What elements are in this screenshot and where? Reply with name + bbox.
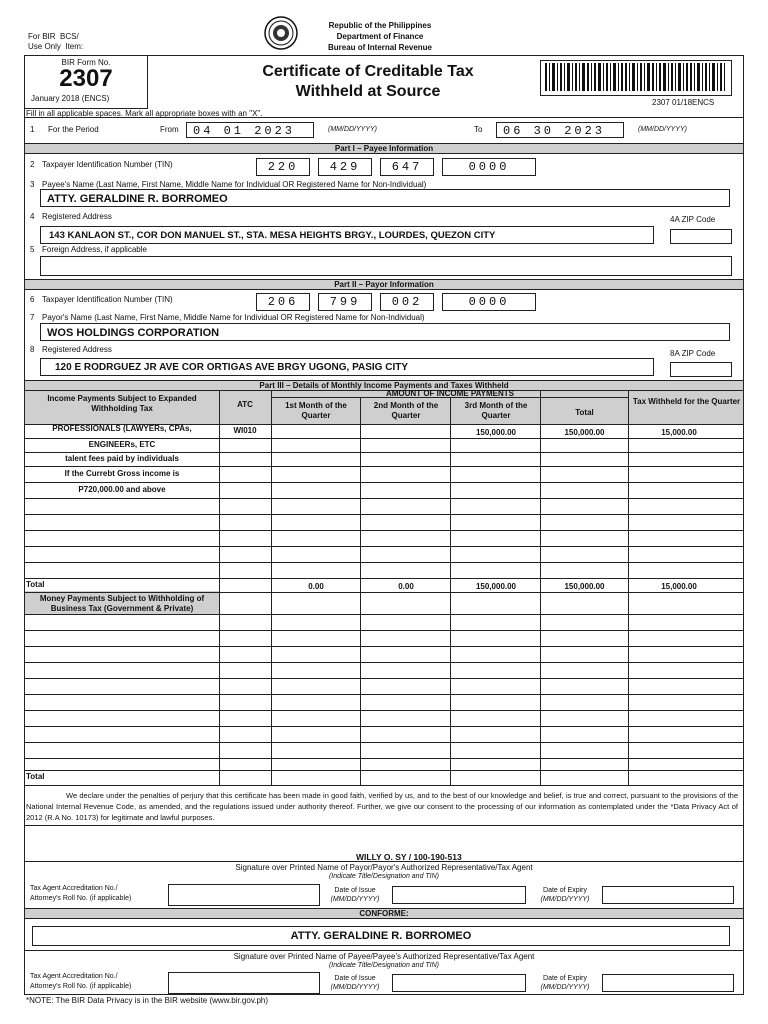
row-line: [24, 726, 744, 727]
payor-issue-date-field[interactable]: [392, 886, 526, 904]
payor-accreditation-field[interactable]: [168, 884, 320, 906]
for-bir-use-only: [28, 32, 83, 52]
row-line: [24, 742, 744, 743]
conforme-header: CONFORME:: [24, 908, 744, 919]
total-month2: 0.00: [398, 582, 414, 591]
barcode: [540, 60, 732, 96]
conforme-name-field[interactable]: ATTY. GERALDINE R. BORROMEO: [32, 926, 730, 946]
period-label: For the Period: [48, 125, 99, 134]
payee-zip-label: 4A ZIP Code: [670, 215, 716, 224]
from-date-format: (MM/DD/YYYY): [328, 126, 377, 133]
row-line: [24, 592, 744, 593]
payor-accreditation-label: [30, 884, 131, 904]
payee-name-field[interactable]: ATTY. GERALDINE R. BORROMEO: [40, 189, 730, 207]
total-tax: 15,000.00: [661, 582, 697, 591]
signature-line: [24, 950, 744, 951]
row-1-month3: 150,000.00: [475, 428, 517, 437]
payor-accred-line-2: Attorney's Roll No. (if applicable): [30, 895, 132, 902]
payee-address-number: 4: [30, 212, 35, 221]
conforme-expiry-text: Date of Expiry: [543, 975, 587, 982]
form-title: [196, 62, 540, 102]
total-2-label: Total: [26, 772, 45, 781]
col-header-month2: 2nd Month of the Quarter: [373, 401, 439, 420]
form-number-box: [24, 55, 148, 109]
payee-name-label: Payee's Name (Last Name, First Name, Middle Name for Individual OR Registered Name for Non-Individual): [42, 180, 427, 189]
conforme-issue-text: Date of Issue: [334, 975, 376, 982]
row-line: [24, 498, 744, 499]
bir-seal-logo: [264, 16, 298, 50]
payor-signature-caption: Signature over Printed Name of Payor/Payor's Authorized Representative/Tax Agent: [235, 863, 533, 872]
payor-tin-part-3[interactable]: 002: [380, 293, 434, 311]
payor-accred-line-1: Tax Agent Accreditation No./: [30, 885, 118, 892]
payor-signature-caption-2: (Indicate Title/Designation and TIN): [328, 873, 440, 880]
agency-header: [310, 20, 450, 53]
payee-foreign-address-field[interactable]: [40, 256, 732, 276]
republic-text: Republic of the Philippines: [328, 21, 432, 30]
row-line: [24, 530, 744, 531]
to-date-format: (MM/DD/YYYY): [638, 126, 687, 133]
row-1-total: 150,000.00: [564, 428, 605, 437]
bcs-label: BCS/: [60, 32, 79, 41]
total-total: 150,000.00: [564, 582, 605, 591]
row-line: [24, 482, 744, 483]
payee-tin-part-1[interactable]: 220: [256, 158, 310, 176]
row-line: [24, 514, 744, 515]
conforme-accred-line-2: Attorney's Roll No. (if applicable): [30, 983, 132, 990]
payee-tin-part-4[interactable]: 0000: [442, 158, 536, 176]
conforme-expiry-date-field[interactable]: [602, 974, 734, 992]
payee-address-field[interactable]: 143 KANLAON ST., COR DON MANUEL ST., STA. MESA HEIGHTS BRGY., LOURDES, QUEZON CITY: [40, 226, 654, 244]
conforme-accred-line-1: Tax Agent Accreditation No./: [30, 973, 118, 980]
col-header-income: Income Payments Subject to Expanded Withholding Tax: [47, 394, 197, 413]
conforme-signature-caption: Signature over Printed Name of Payee/Payee's Authorized Representative/Tax Agent: [233, 952, 535, 961]
payor-zip-label: 8A ZIP Code: [670, 349, 716, 358]
payee-tin-part-3[interactable]: 647: [380, 158, 434, 176]
col-header-atc: ATC: [237, 400, 253, 409]
col-header-total: Total: [575, 408, 594, 417]
payor-address-label: Registered Address: [42, 345, 112, 354]
row-line: [24, 452, 744, 453]
row-line: [24, 694, 744, 695]
payor-expiry-format: (MM/DD/YYYY): [540, 896, 590, 903]
payee-tin-part-2[interactable]: 429: [318, 158, 372, 176]
row-2-description: ENGINEERs, ETC: [88, 440, 156, 449]
payor-tin-part-4[interactable]: 0000: [442, 293, 536, 311]
barcode-code: 2307 01/18ENCS: [652, 98, 715, 107]
payor-name-field[interactable]: WOS HOLDINGS CORPORATION: [40, 323, 730, 341]
privacy-note: *NOTE: The BIR Data Privacy is in the BIR website (www.bir.gov.ph): [26, 996, 269, 1005]
payor-tin-part-1[interactable]: 206: [256, 293, 310, 311]
payor-address-number: 8: [30, 345, 35, 354]
row-line: [24, 578, 744, 579]
row-1-description: PROFESSIONALS (LAWYERs, CPAs,: [52, 424, 192, 433]
payor-issue-label: [320, 886, 390, 904]
row-line: [24, 758, 744, 759]
col-header-month3: 3rd Month of the Quarter: [464, 401, 528, 420]
total-label: Total: [26, 580, 45, 589]
conforme-expiry-format: (MM/DD/YYYY): [540, 984, 590, 991]
payor-expiry-label: [530, 886, 600, 904]
payor-signature-name: WILLY O. SY / 100-190-513: [356, 852, 462, 862]
use-only-label: Use Only: [28, 42, 61, 51]
row-1-atc: WI010: [233, 426, 257, 435]
row-line: [24, 614, 744, 615]
title-line-1: Certificate of Creditable Tax: [262, 63, 474, 80]
from-label: From: [160, 125, 179, 134]
from-date-field[interactable]: 04 01 2023: [186, 122, 314, 138]
row-line: [24, 438, 744, 439]
row-line: [24, 710, 744, 711]
col-header-amount: AMOUNT OF INCOME PAYMENTS: [385, 389, 514, 398]
payor-expiry-date-field[interactable]: [602, 886, 734, 904]
instructions: Fill in all applicable spaces. Mark all appropriate boxes with an "X".: [26, 109, 263, 118]
payor-tin-part-2[interactable]: 799: [318, 293, 372, 311]
payor-name-number: 7: [30, 313, 35, 322]
payee-zip-field[interactable]: [670, 229, 732, 244]
col-header-tax: Tax Withheld for the Quarter: [632, 397, 741, 406]
conforme-issue-label: [320, 974, 390, 992]
conforme-issue-format: (MM/DD/YYYY): [330, 984, 380, 991]
row-5-description: P720,000.00 and above: [78, 485, 166, 494]
total-month1: 0.00: [308, 582, 324, 591]
payor-expiry-text: Date of Expiry: [543, 887, 587, 894]
conforme-accreditation-field[interactable]: [168, 972, 320, 994]
payee-address-label: Registered Address: [42, 212, 112, 221]
row-line: [24, 630, 744, 631]
part3-header: Part III – Details of Monthly Income Payments and Taxes Withheld: [24, 380, 744, 391]
payee-name-number: 3: [30, 180, 35, 189]
money-payments-label: Money Payments Subject to Withholding of Business Tax (Government & Private): [39, 594, 205, 613]
payor-tin-label: Taxpayer Identification Number (TIN): [42, 295, 173, 304]
row-line: [24, 562, 744, 563]
payee-foreign-label: Foreign Address, if applicable: [42, 245, 147, 254]
form-no-label: BIR Form No.: [61, 58, 111, 67]
row-line: [24, 678, 744, 679]
row-line: [24, 646, 744, 647]
to-label: To: [474, 125, 483, 134]
item-label: Item:: [65, 42, 84, 51]
department-text: Department of Finance: [336, 32, 424, 41]
conforme-issue-date-field[interactable]: [392, 974, 526, 992]
row-line: [24, 770, 744, 771]
row-1-tax: 15,000.00: [661, 428, 697, 437]
form-number: 2307: [59, 65, 113, 92]
total-month3: 150,000.00: [475, 582, 517, 591]
conforme-accreditation-label: [30, 972, 131, 992]
payor-issue-format: (MM/DD/YYYY): [330, 896, 380, 903]
payor-address-field[interactable]: 120 E RODRGUEZ JR AVE COR ORTIGAS AVE BRGY UGONG, PASIG CITY: [40, 358, 654, 376]
row-4-description: If the Currebt Gross income is: [64, 469, 180, 478]
payee-tin-label: Taxpayer Identification Number (TIN): [42, 160, 173, 169]
title-line-2: Withheld at Source: [295, 83, 441, 100]
declaration-text: We declare under the penalties of perjury that this certificate has been made in good faith, verified by us, and to the best of our knowledge and belief, is true and correct, pursuant to the provisions of the National Internal Revenue Code, as amended, and the regulations issued under authority thereof. Further, we give our consent to the processing of our information as contemplated under the *Data Privacy Act of 2012 (R.A No. 10173) for legitimate and lawful purposes.: [26, 791, 738, 822]
signature-line: [24, 861, 744, 862]
part2-header: Part II – Payor Information: [24, 279, 744, 290]
to-date-field[interactable]: 06 30 2023: [496, 122, 624, 138]
row-line: [24, 466, 744, 467]
divider: [24, 117, 744, 118]
conforme-expiry-label: [530, 974, 600, 992]
row-3-description: talent fees paid by individuals: [65, 454, 179, 463]
row-line: [24, 662, 744, 663]
payor-zip-field[interactable]: [670, 362, 732, 377]
payee-tin-number: 2: [30, 160, 35, 169]
row-line: [24, 546, 744, 547]
conforme-signature-caption-2: (Indicate Title/Designation and TIN): [328, 962, 440, 969]
form-date: January 2018 (ENCS): [31, 94, 110, 103]
bureau-text: Bureau of Internal Revenue: [327, 43, 433, 52]
payee-foreign-number: 5: [30, 245, 35, 254]
payor-tin-number: 6: [30, 295, 35, 304]
col-header-month1: 1st Month of the Quarter: [285, 401, 347, 420]
payor-issue-text: Date of Issue: [334, 887, 376, 894]
period-number: 1: [30, 125, 35, 134]
for-bir-label: For BIR: [28, 32, 56, 41]
part1-header: Part I – Payee Information: [24, 143, 744, 154]
payor-name-label: Payor's Name (Last Name, First Name, Middle Name for Individual OR Registered Name for Non-Individual): [42, 313, 425, 322]
